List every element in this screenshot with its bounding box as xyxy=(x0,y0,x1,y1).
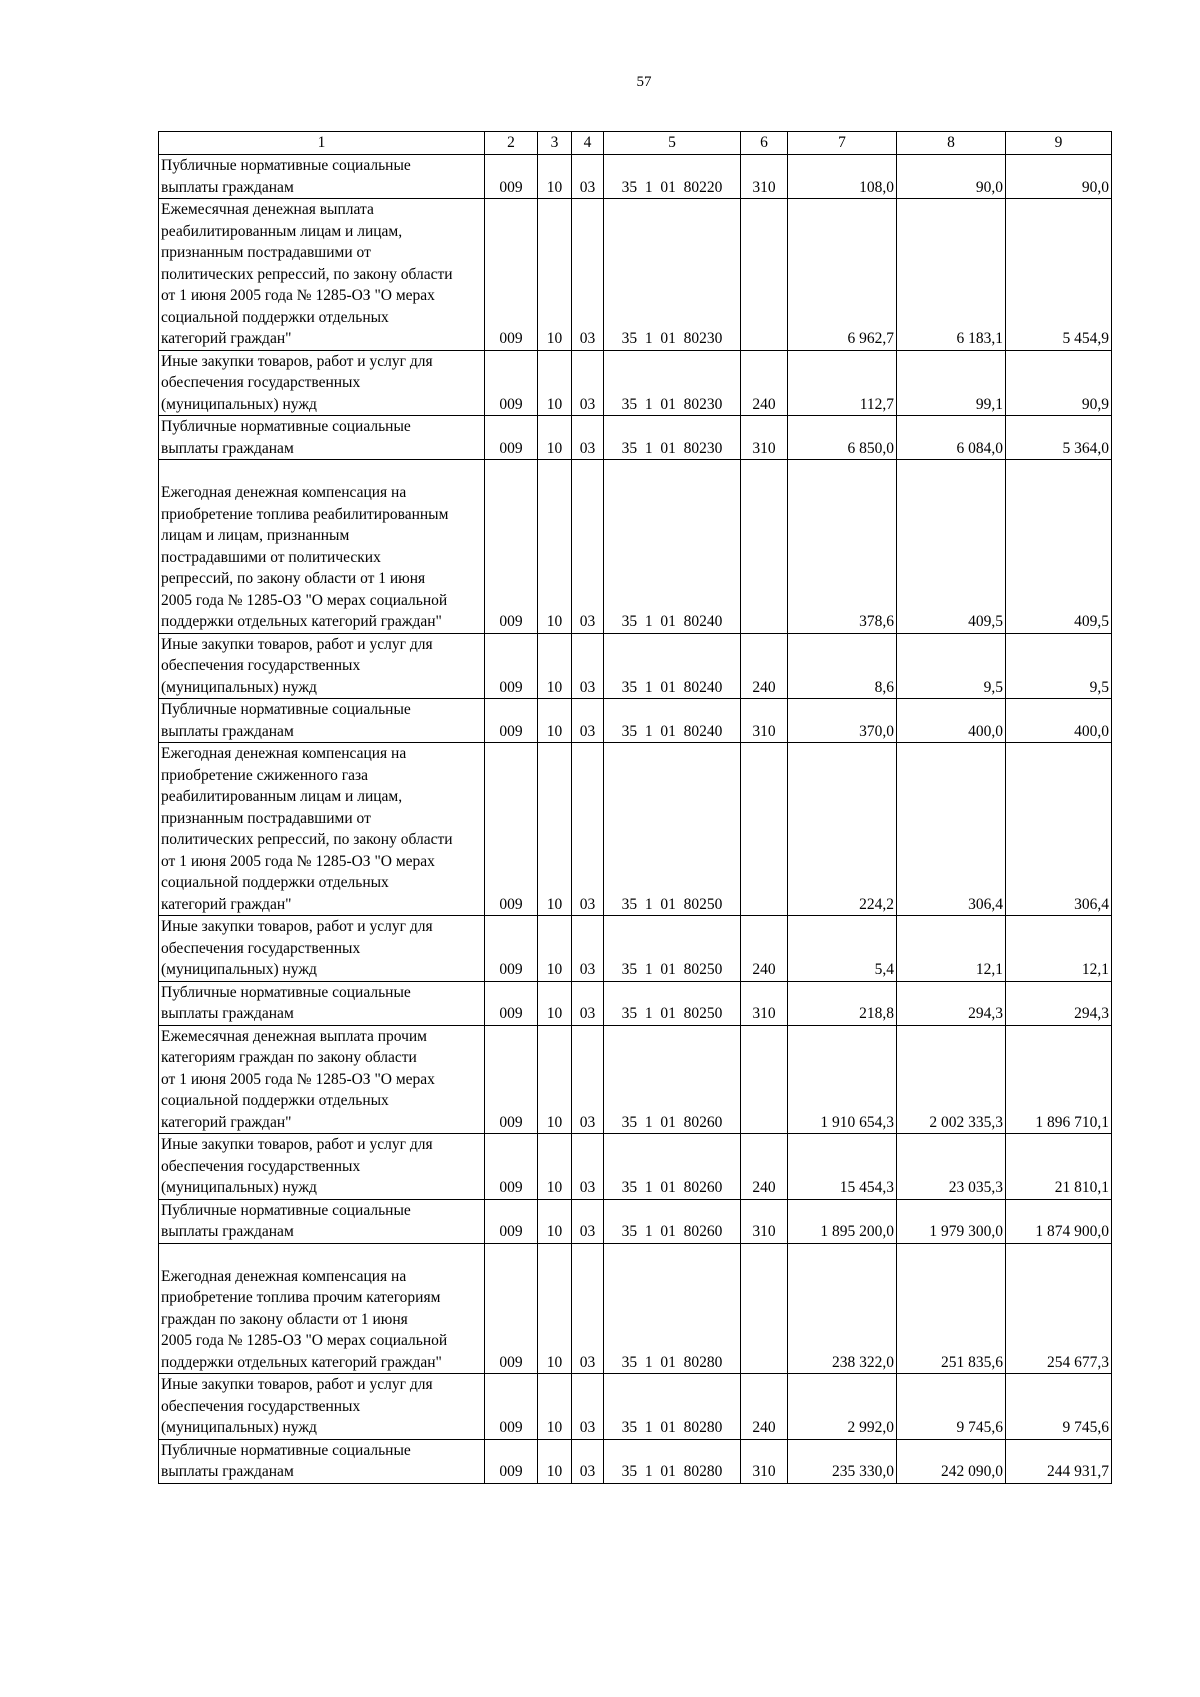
description-line: Ежемесячная денежная выплата прочим xyxy=(161,1027,427,1045)
cell-amount-col7: 235 330,0 xyxy=(788,1439,897,1483)
cell-target-article: 35 1 01 80250 xyxy=(604,981,741,1025)
column-number: 6 xyxy=(741,132,788,155)
table-row xyxy=(159,633,1112,699)
cell-amount-col8: 251 835,6 xyxy=(897,1243,1006,1374)
description-line: приобретение сжиженного газа xyxy=(161,766,369,784)
cell-amount-col7: 6 962,7 xyxy=(788,199,897,351)
description-line: лицам и лицам, признанным xyxy=(161,527,350,544)
cell-subsection: 03 xyxy=(572,1439,604,1483)
column-number: 4 xyxy=(572,132,604,155)
cell-section: 10 xyxy=(538,1134,572,1200)
table-row xyxy=(159,460,1112,634)
cell-amount-col8: 6 183,1 xyxy=(897,199,1006,351)
cell-amount-col7: 378,6 xyxy=(788,460,897,634)
cell-target-article: 35 1 01 80250 xyxy=(604,916,741,982)
cell-amount-col7: 370,0 xyxy=(788,699,897,743)
cell-amount-col9: 244 931,7 xyxy=(1006,1439,1112,1483)
cell-description xyxy=(159,1025,485,1134)
cell-subsection: 03 xyxy=(572,1243,604,1374)
cell-description xyxy=(159,699,485,743)
cell-admin-code: 009 xyxy=(485,1025,538,1134)
cell-admin-code: 009 xyxy=(485,743,538,916)
budget-table xyxy=(158,131,1112,1484)
description-line: Иные закупки товаров, работ и услуг для xyxy=(161,635,433,653)
cell-expense-type xyxy=(741,1243,788,1374)
description-line: Публичные нормативные социальные xyxy=(161,983,411,1001)
cell-target-article: 35 1 01 80230 xyxy=(604,199,741,351)
cell-expense-type: 310 xyxy=(741,699,788,743)
cell-admin-code: 009 xyxy=(485,460,538,634)
cell-subsection: 03 xyxy=(572,199,604,351)
cell-amount-col7: 8,6 xyxy=(788,633,897,699)
cell-description xyxy=(159,350,485,416)
cell-expense-type: 310 xyxy=(741,1439,788,1483)
cell-admin-code: 009 xyxy=(485,699,538,743)
cell-expense-type xyxy=(741,460,788,634)
description-line: социальной поддержки отдельных xyxy=(161,874,389,891)
cell-admin-code: 009 xyxy=(485,350,538,416)
cell-amount-col9: 12,1 xyxy=(1006,916,1112,982)
description-line: выплаты гражданам xyxy=(161,1463,294,1480)
cell-target-article: 35 1 01 80240 xyxy=(604,460,741,634)
description-line: реабилитированным лицам и лицам, xyxy=(161,222,403,240)
cell-amount-col9: 9 745,6 xyxy=(1006,1374,1112,1440)
cell-expense-type: 310 xyxy=(741,1199,788,1243)
description-line: (муниципальных) нужд xyxy=(161,678,317,696)
description-line: обеспечения государственных xyxy=(161,939,361,957)
description-line: обеспечения государственных xyxy=(161,1157,361,1175)
cell-section: 10 xyxy=(538,743,572,916)
cell-description xyxy=(159,633,485,699)
cell-section: 10 xyxy=(538,1439,572,1483)
cell-target-article: 35 1 01 80260 xyxy=(604,1134,741,1200)
cell-amount-col8: 9 745,6 xyxy=(897,1374,1006,1440)
description-line: от 1 июня 2005 года № 1285-ОЗ "О мерах xyxy=(161,1070,435,1088)
cell-description xyxy=(159,981,485,1025)
cell-amount-col8: 23 035,3 xyxy=(897,1134,1006,1200)
description-line: обеспечения государственных xyxy=(161,657,361,674)
cell-expense-type xyxy=(741,743,788,916)
cell-target-article: 35 1 01 80230 xyxy=(604,350,741,416)
cell-section: 10 xyxy=(538,633,572,699)
description-line xyxy=(161,1244,482,1266)
cell-description xyxy=(159,460,485,634)
description-line: категорий граждан" xyxy=(161,895,292,913)
description-line: категориям граждан по закону области xyxy=(161,1049,417,1066)
cell-amount-col9: 90,9 xyxy=(1006,350,1112,416)
cell-subsection: 03 xyxy=(572,1025,604,1134)
cell-expense-type: 310 xyxy=(741,981,788,1025)
cell-section: 10 xyxy=(538,699,572,743)
cell-admin-code: 009 xyxy=(485,981,538,1025)
column-number: 1 xyxy=(159,132,485,155)
cell-amount-col8: 9,5 xyxy=(897,633,1006,699)
description-line: (муниципальных) нужд xyxy=(161,1179,317,1196)
page-number: 57 xyxy=(636,74,652,90)
cell-amount-col8: 99,1 xyxy=(897,350,1006,416)
table-row xyxy=(159,350,1112,416)
cell-amount-col9: 1 874 900,0 xyxy=(1006,1199,1112,1243)
cell-admin-code: 009 xyxy=(485,633,538,699)
cell-amount-col9: 400,0 xyxy=(1006,699,1112,743)
description-line: Публичные нормативные социальные xyxy=(161,1441,411,1459)
cell-admin-code: 009 xyxy=(485,1199,538,1243)
description-line: Публичные нормативные социальные xyxy=(161,701,411,718)
cell-amount-col9: 5 454,9 xyxy=(1006,199,1112,351)
cell-subsection: 03 xyxy=(572,916,604,982)
cell-subsection: 03 xyxy=(572,1134,604,1200)
description-line: обеспечения государственных xyxy=(161,1397,361,1415)
cell-expense-type: 240 xyxy=(741,1374,788,1440)
cell-amount-col8: 2 002 335,3 xyxy=(897,1025,1006,1134)
column-number: 8 xyxy=(897,132,1006,155)
description-line xyxy=(161,460,482,482)
table-body xyxy=(159,132,1112,1484)
cell-target-article: 35 1 01 80230 xyxy=(604,416,741,460)
cell-amount-col7: 238 322,0 xyxy=(788,1243,897,1374)
table-row xyxy=(159,699,1112,743)
cell-target-article: 35 1 01 80250 xyxy=(604,743,741,916)
table-row xyxy=(159,1374,1112,1440)
description-line: категорий граждан" xyxy=(161,1113,292,1131)
cell-target-article: 35 1 01 80260 xyxy=(604,1199,741,1243)
cell-expense-type xyxy=(741,1025,788,1134)
cell-description xyxy=(159,1134,485,1200)
description-line: Публичные нормативные социальные xyxy=(161,418,411,435)
description-line: Иные закупки товаров, работ и услуг для xyxy=(161,352,433,370)
cell-subsection: 03 xyxy=(572,416,604,460)
cell-amount-col8: 242 090,0 xyxy=(897,1439,1006,1483)
description-line: Иные закупки товаров, работ и услуг для xyxy=(161,1376,433,1393)
column-number: 7 xyxy=(788,132,897,155)
description-line: политических репрессий, по закону области xyxy=(161,831,453,848)
table-row xyxy=(159,1243,1112,1374)
cell-expense-type: 240 xyxy=(741,1134,788,1200)
description-line: выплаты гражданам xyxy=(161,1223,294,1240)
column-number-row xyxy=(159,132,1112,155)
cell-subsection: 03 xyxy=(572,155,604,199)
description-line: от 1 июня 2005 года № 1285-ОЗ "О мерах xyxy=(161,852,435,870)
cell-section: 10 xyxy=(538,1374,572,1440)
cell-admin-code: 009 xyxy=(485,416,538,460)
description-line: Публичные нормативные социальные xyxy=(161,1201,411,1219)
description-line: 2005 года № 1285-ОЗ "О мерах социальной xyxy=(161,591,448,609)
cell-admin-code: 009 xyxy=(485,199,538,351)
cell-amount-col9: 21 810,1 xyxy=(1006,1134,1112,1200)
cell-amount-col7: 2 992,0 xyxy=(788,1374,897,1440)
description-line: 2005 года № 1285-ОЗ "О мерах социальной xyxy=(161,1332,448,1349)
cell-amount-col8: 6 084,0 xyxy=(897,416,1006,460)
cell-section: 10 xyxy=(538,155,572,199)
cell-amount-col8: 90,0 xyxy=(897,155,1006,199)
description-line: поддержки отдельных категорий граждан" xyxy=(161,1353,442,1371)
cell-amount-col7: 6 850,0 xyxy=(788,416,897,460)
description-line: Ежемесячная денежная выплата xyxy=(161,201,374,218)
cell-description xyxy=(159,155,485,199)
cell-section: 10 xyxy=(538,1243,572,1374)
column-number: 9 xyxy=(1006,132,1112,155)
table-row xyxy=(159,416,1112,460)
cell-expense-type: 310 xyxy=(741,416,788,460)
cell-section: 10 xyxy=(538,981,572,1025)
description-line: выплаты гражданам xyxy=(161,178,294,196)
description-line: выплаты гражданам xyxy=(161,722,294,740)
cell-amount-col8: 400,0 xyxy=(897,699,1006,743)
description-line: (муниципальных) нужд xyxy=(161,1419,317,1436)
cell-section: 10 xyxy=(538,416,572,460)
table-row xyxy=(159,916,1112,982)
description-line: Публичные нормативные социальные xyxy=(161,157,411,174)
cell-section: 10 xyxy=(538,1025,572,1134)
cell-target-article: 35 1 01 80280 xyxy=(604,1374,741,1440)
cell-amount-col7: 224,2 xyxy=(788,743,897,916)
cell-amount-col8: 12,1 xyxy=(897,916,1006,982)
cell-amount-col9: 1 896 710,1 xyxy=(1006,1025,1112,1134)
description-line: Ежегодная денежная компенсация на xyxy=(161,745,407,762)
cell-amount-col9: 90,0 xyxy=(1006,155,1112,199)
description-line: категорий граждан" xyxy=(161,330,292,347)
description-line: признанным пострадавшими от xyxy=(161,244,371,261)
cell-amount-col9: 306,4 xyxy=(1006,743,1112,916)
table-row xyxy=(159,1134,1112,1200)
cell-amount-col7: 218,8 xyxy=(788,981,897,1025)
cell-amount-col7: 15 454,3 xyxy=(788,1134,897,1200)
cell-amount-col7: 1 910 654,3 xyxy=(788,1025,897,1134)
cell-target-article: 35 1 01 80280 xyxy=(604,1243,741,1374)
cell-admin-code: 009 xyxy=(485,1439,538,1483)
cell-target-article: 35 1 01 80280 xyxy=(604,1439,741,1483)
cell-subsection: 03 xyxy=(572,460,604,634)
description-line: от 1 июня 2005 года № 1285-ОЗ "О мерах xyxy=(161,287,435,304)
cell-expense-type: 310 xyxy=(741,155,788,199)
cell-amount-col7: 108,0 xyxy=(788,155,897,199)
table-row xyxy=(159,1439,1112,1483)
cell-amount-col9: 294,3 xyxy=(1006,981,1112,1025)
cell-section: 10 xyxy=(538,460,572,634)
description-line: Иные закупки товаров, работ и услуг для xyxy=(161,918,433,935)
cell-amount-col8: 1 979 300,0 xyxy=(897,1199,1006,1243)
cell-admin-code: 009 xyxy=(485,155,538,199)
description-line: репрессий, по закону области от 1 июня xyxy=(161,570,426,587)
column-number: 5 xyxy=(604,132,741,155)
cell-amount-col7: 1 895 200,0 xyxy=(788,1199,897,1243)
description-line: Иные закупки товаров, работ и услуг для xyxy=(161,1136,433,1153)
cell-section: 10 xyxy=(538,350,572,416)
cell-amount-col8: 306,4 xyxy=(897,743,1006,916)
cell-description xyxy=(159,1243,485,1374)
description-line: реабилитированным лицам и лицам, xyxy=(161,788,403,805)
cell-amount-col7: 112,7 xyxy=(788,350,897,416)
cell-target-article: 35 1 01 80260 xyxy=(604,1025,741,1134)
cell-expense-type xyxy=(741,199,788,351)
description-line: (муниципальных) нужд xyxy=(161,395,317,413)
cell-section: 10 xyxy=(538,916,572,982)
cell-amount-col9: 409,5 xyxy=(1006,460,1112,634)
cell-expense-type: 240 xyxy=(741,916,788,982)
cell-section: 10 xyxy=(538,1199,572,1243)
cell-description xyxy=(159,1199,485,1243)
description-line: политических репрессий, по закону области xyxy=(161,265,453,283)
cell-description xyxy=(159,1439,485,1483)
table-row xyxy=(159,1025,1112,1134)
cell-description xyxy=(159,199,485,351)
cell-subsection: 03 xyxy=(572,1199,604,1243)
description-line: (муниципальных) нужд xyxy=(161,961,317,978)
cell-description xyxy=(159,1374,485,1440)
cell-admin-code: 009 xyxy=(485,916,538,982)
table-row xyxy=(159,1199,1112,1243)
cell-subsection: 03 xyxy=(572,743,604,916)
description-line: выплаты гражданам xyxy=(161,1005,294,1022)
description-line: поддержки отдельных категорий граждан" xyxy=(161,613,442,630)
cell-section: 10 xyxy=(538,199,572,351)
description-line: обеспечения государственных xyxy=(161,374,361,391)
cell-subsection: 03 xyxy=(572,633,604,699)
description-line: пострадавшими от политических xyxy=(161,548,381,566)
table-row xyxy=(159,199,1112,351)
table-row xyxy=(159,981,1112,1025)
cell-target-article: 35 1 01 80240 xyxy=(604,633,741,699)
cell-admin-code: 009 xyxy=(485,1374,538,1440)
description-line: приобретение топлива реабилитированным xyxy=(161,505,449,523)
table-row xyxy=(159,155,1112,199)
cell-subsection: 03 xyxy=(572,699,604,743)
cell-amount-col7: 5,4 xyxy=(788,916,897,982)
description-line: признанным пострадавшими от xyxy=(161,809,371,827)
cell-amount-col9: 5 364,0 xyxy=(1006,416,1112,460)
description-line: социальной поддержки отдельных xyxy=(161,308,389,326)
cell-amount-col9: 254 677,3 xyxy=(1006,1243,1112,1374)
cell-description xyxy=(159,916,485,982)
description-line: социальной поддержки отдельных xyxy=(161,1092,389,1109)
column-number: 3 xyxy=(538,132,572,155)
cell-description xyxy=(159,743,485,916)
description-line: выплаты гражданам xyxy=(161,439,294,457)
cell-admin-code: 009 xyxy=(485,1243,538,1374)
description-line: Ежегодная денежная компенсация на xyxy=(161,484,407,501)
description-line: Ежегодная денежная компенсация на xyxy=(161,1267,407,1285)
cell-subsection: 03 xyxy=(572,1374,604,1440)
cell-amount-col8: 409,5 xyxy=(897,460,1006,634)
cell-subsection: 03 xyxy=(572,350,604,416)
description-line: приобретение топлива прочим категориям xyxy=(161,1289,441,1306)
cell-target-article: 35 1 01 80220 xyxy=(604,155,741,199)
cell-subsection: 03 xyxy=(572,981,604,1025)
cell-expense-type: 240 xyxy=(741,633,788,699)
cell-expense-type: 240 xyxy=(741,350,788,416)
cell-admin-code: 009 xyxy=(485,1134,538,1200)
cell-amount-col8: 294,3 xyxy=(897,981,1006,1025)
table-row xyxy=(159,743,1112,916)
cell-target-article: 35 1 01 80240 xyxy=(604,699,741,743)
column-number: 2 xyxy=(485,132,538,155)
description-line: граждан по закону области от 1 июня xyxy=(161,1310,408,1328)
cell-amount-col9: 9,5 xyxy=(1006,633,1112,699)
cell-description xyxy=(159,416,485,460)
